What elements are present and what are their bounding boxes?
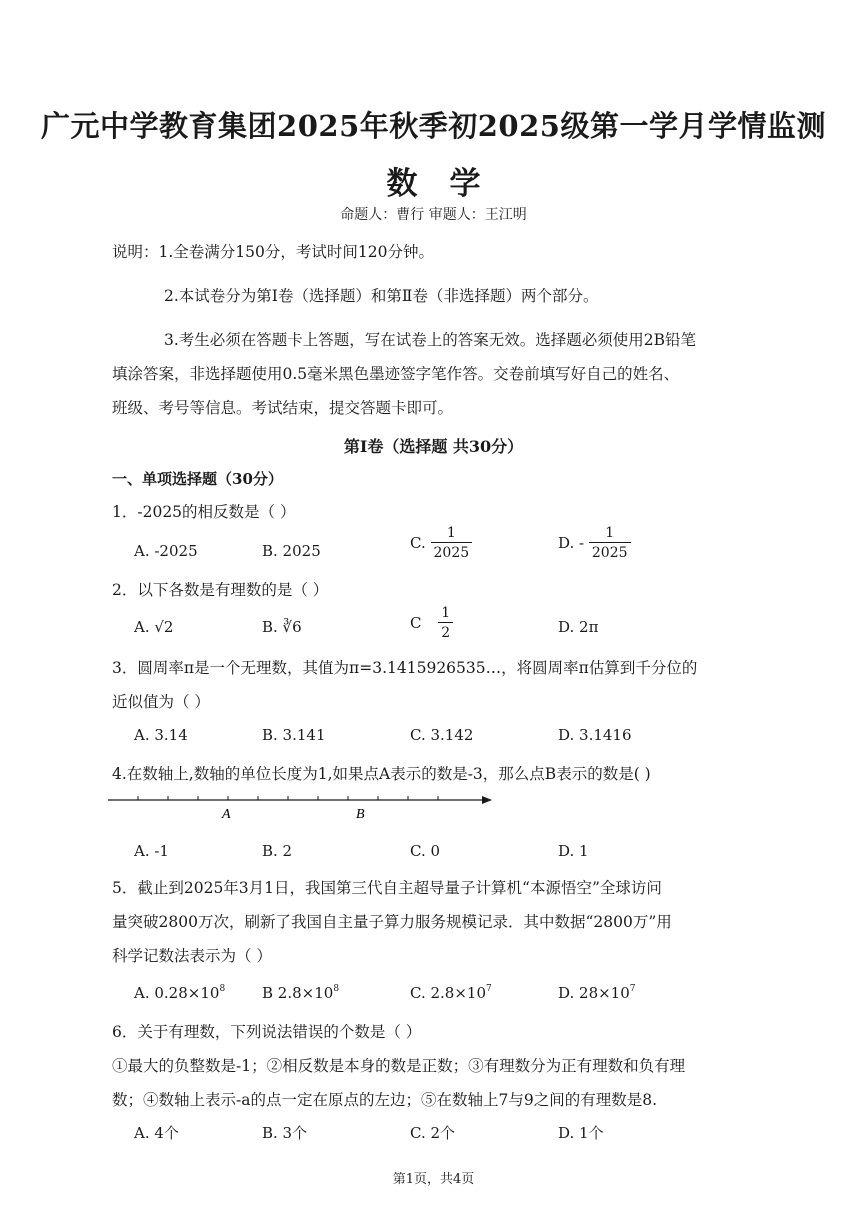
question-6-option-d: D. 1个 — [558, 1124, 604, 1142]
number-line — [108, 790, 498, 824]
question-2-option-c — [410, 606, 453, 640]
instructions-item-1-text: 1.全卷满分150分，考试时间120分钟。 — [158, 243, 434, 261]
question-1-option-a: A. -2025 — [134, 542, 198, 560]
fraction-denominator: 2025 — [589, 542, 631, 560]
question-4-option-c: C. 0 — [410, 842, 441, 860]
instructions-item-3-line-1: 3.考生必须在答题卡上答题，写在试卷上的答案无效。选择题必须使用2B铅笔 — [164, 331, 697, 349]
exam-title: 广元中学教育集团2025年秋季初2025级第一学月学情监测 — [41, 109, 826, 143]
option-base: A. 0.28×10 — [134, 984, 220, 1002]
fraction-numerator: 1 — [605, 525, 615, 541]
question-3-option-a: A. 3.14 — [134, 726, 188, 744]
question-1-option-d-label: D. - — [558, 534, 585, 552]
question-1-stem: 1．-2025的相反数是（ ） — [112, 503, 296, 521]
subject-title: 数学 — [386, 166, 513, 202]
question-4-option-b: B. 2 — [262, 842, 293, 860]
authors-line: 命题人：曹行 审题人：王江明 — [340, 207, 527, 223]
question-1-option-c-label: C. — [410, 534, 426, 552]
instructions-item-3-line-3: 班级、考号等信息。考试结束，提交答题卡即可。 — [112, 399, 454, 417]
question-2-option-c-fraction — [438, 606, 453, 640]
question-2-option-a: A. √2 — [134, 618, 174, 636]
instructions-item-2: 2.本试卷分为第Ⅰ卷（选择题）和第Ⅱ卷（非选择题）两个部分。 — [164, 287, 599, 305]
question-3-option-b: B. 3.141 — [262, 726, 326, 744]
question-2-stem: 2．以下各数是有理数的是（ ） — [112, 581, 329, 599]
fraction-numerator: 1 — [441, 605, 451, 621]
question-5-stem-line-2: 量突破2800万次，刷新了我国自主量子算力服务规模记录．其中数据“2800万”用 — [112, 913, 672, 931]
option-exponent: 8 — [219, 984, 226, 994]
instructions-item-1 — [112, 240, 434, 262]
question-2-option-c-label: C — [410, 614, 422, 632]
question-6-statements-line-1: ①最大的负整数是-1；②相反数是本身的数是正数；③有理数分为正有理数和负有理 — [112, 1057, 686, 1075]
question-6-option-b: B. 3个 — [262, 1124, 308, 1142]
number-line-point-b: B — [356, 807, 365, 822]
option-exponent: 7 — [486, 984, 492, 994]
section-title: 第Ⅰ卷（选择题 共30分） — [343, 437, 524, 456]
number-line-point-a: A — [222, 807, 231, 822]
part-title: 一、单项选择题（30分） — [112, 470, 283, 488]
number-line-arrow-icon — [482, 796, 492, 804]
question-3-option-c: C. 3.142 — [410, 726, 474, 744]
question-5-option-a — [134, 984, 225, 1002]
instructions-item-3-line-2: 填涂答案，非选择题使用0.5毫米黑色墨迹签字笔作答。交卷前填写好自己的姓名、 — [112, 365, 680, 383]
question-6-stem: 6．关于有理数，下列说法错误的个数是（ ） — [112, 1023, 422, 1041]
option-exponent: 8 — [333, 984, 340, 994]
option-exponent: 7 — [629, 984, 636, 994]
question-3-option-d: D. 3.1416 — [558, 726, 632, 744]
question-6-option-c: C. 2个 — [410, 1124, 456, 1142]
question-1-option-b: B. 2025 — [262, 542, 321, 560]
question-5-option-c — [410, 984, 492, 1002]
question-5-option-d — [558, 984, 636, 1002]
option-base: D. 28×10 — [558, 984, 630, 1002]
question-1-option-c — [410, 526, 472, 560]
option-base: C. 2.8×10 — [410, 984, 486, 1002]
question-1-option-d — [558, 526, 631, 560]
page-footer: 第1页，共4页 — [392, 1172, 475, 1187]
question-5-stem-line-3: 科学记数法表示为（ ） — [112, 947, 272, 965]
fraction-numerator: 1 — [446, 525, 456, 541]
question-3-stem-line-1: 3．圆周率π是一个无理数，其值为π=3.1415926535…，将圆周率π估算到千分位的 — [112, 659, 698, 677]
question-4-stem: 4.在数轴上,数轴的单位长度为1,如果点A表示的数是-3，那么点B表示的数是( ) — [112, 765, 651, 783]
instructions-label: 说明： — [112, 243, 159, 261]
question-1-option-c-fraction — [431, 526, 473, 560]
question-3-stem-line-2: 近似值为（ ） — [112, 693, 210, 711]
question-6-statements-line-2: 数；④数轴上表示-a的点一定在原点的左边；⑤在数轴上7与9之间的有理数是8. — [112, 1091, 657, 1109]
question-5-option-b — [262, 984, 339, 1002]
question-4-option-a: A. -1 — [134, 842, 169, 860]
question-4-option-d: D. 1 — [558, 842, 589, 860]
question-2-option-d: D. 2π — [558, 618, 599, 636]
fraction-denominator: 2025 — [431, 542, 473, 560]
question-5-stem-line-1: 5．截止到2025年3月1日，我国第三代自主超导量子计算机“本源悟空”全球访问 — [112, 879, 662, 897]
question-2-option-b: B. ∛6 — [262, 618, 302, 636]
option-base: B 2.8×10 — [262, 984, 334, 1002]
question-1-option-d-fraction — [589, 526, 631, 560]
question-6-option-a: A. 4个 — [134, 1124, 179, 1142]
fraction-denominator: 2 — [438, 622, 453, 640]
